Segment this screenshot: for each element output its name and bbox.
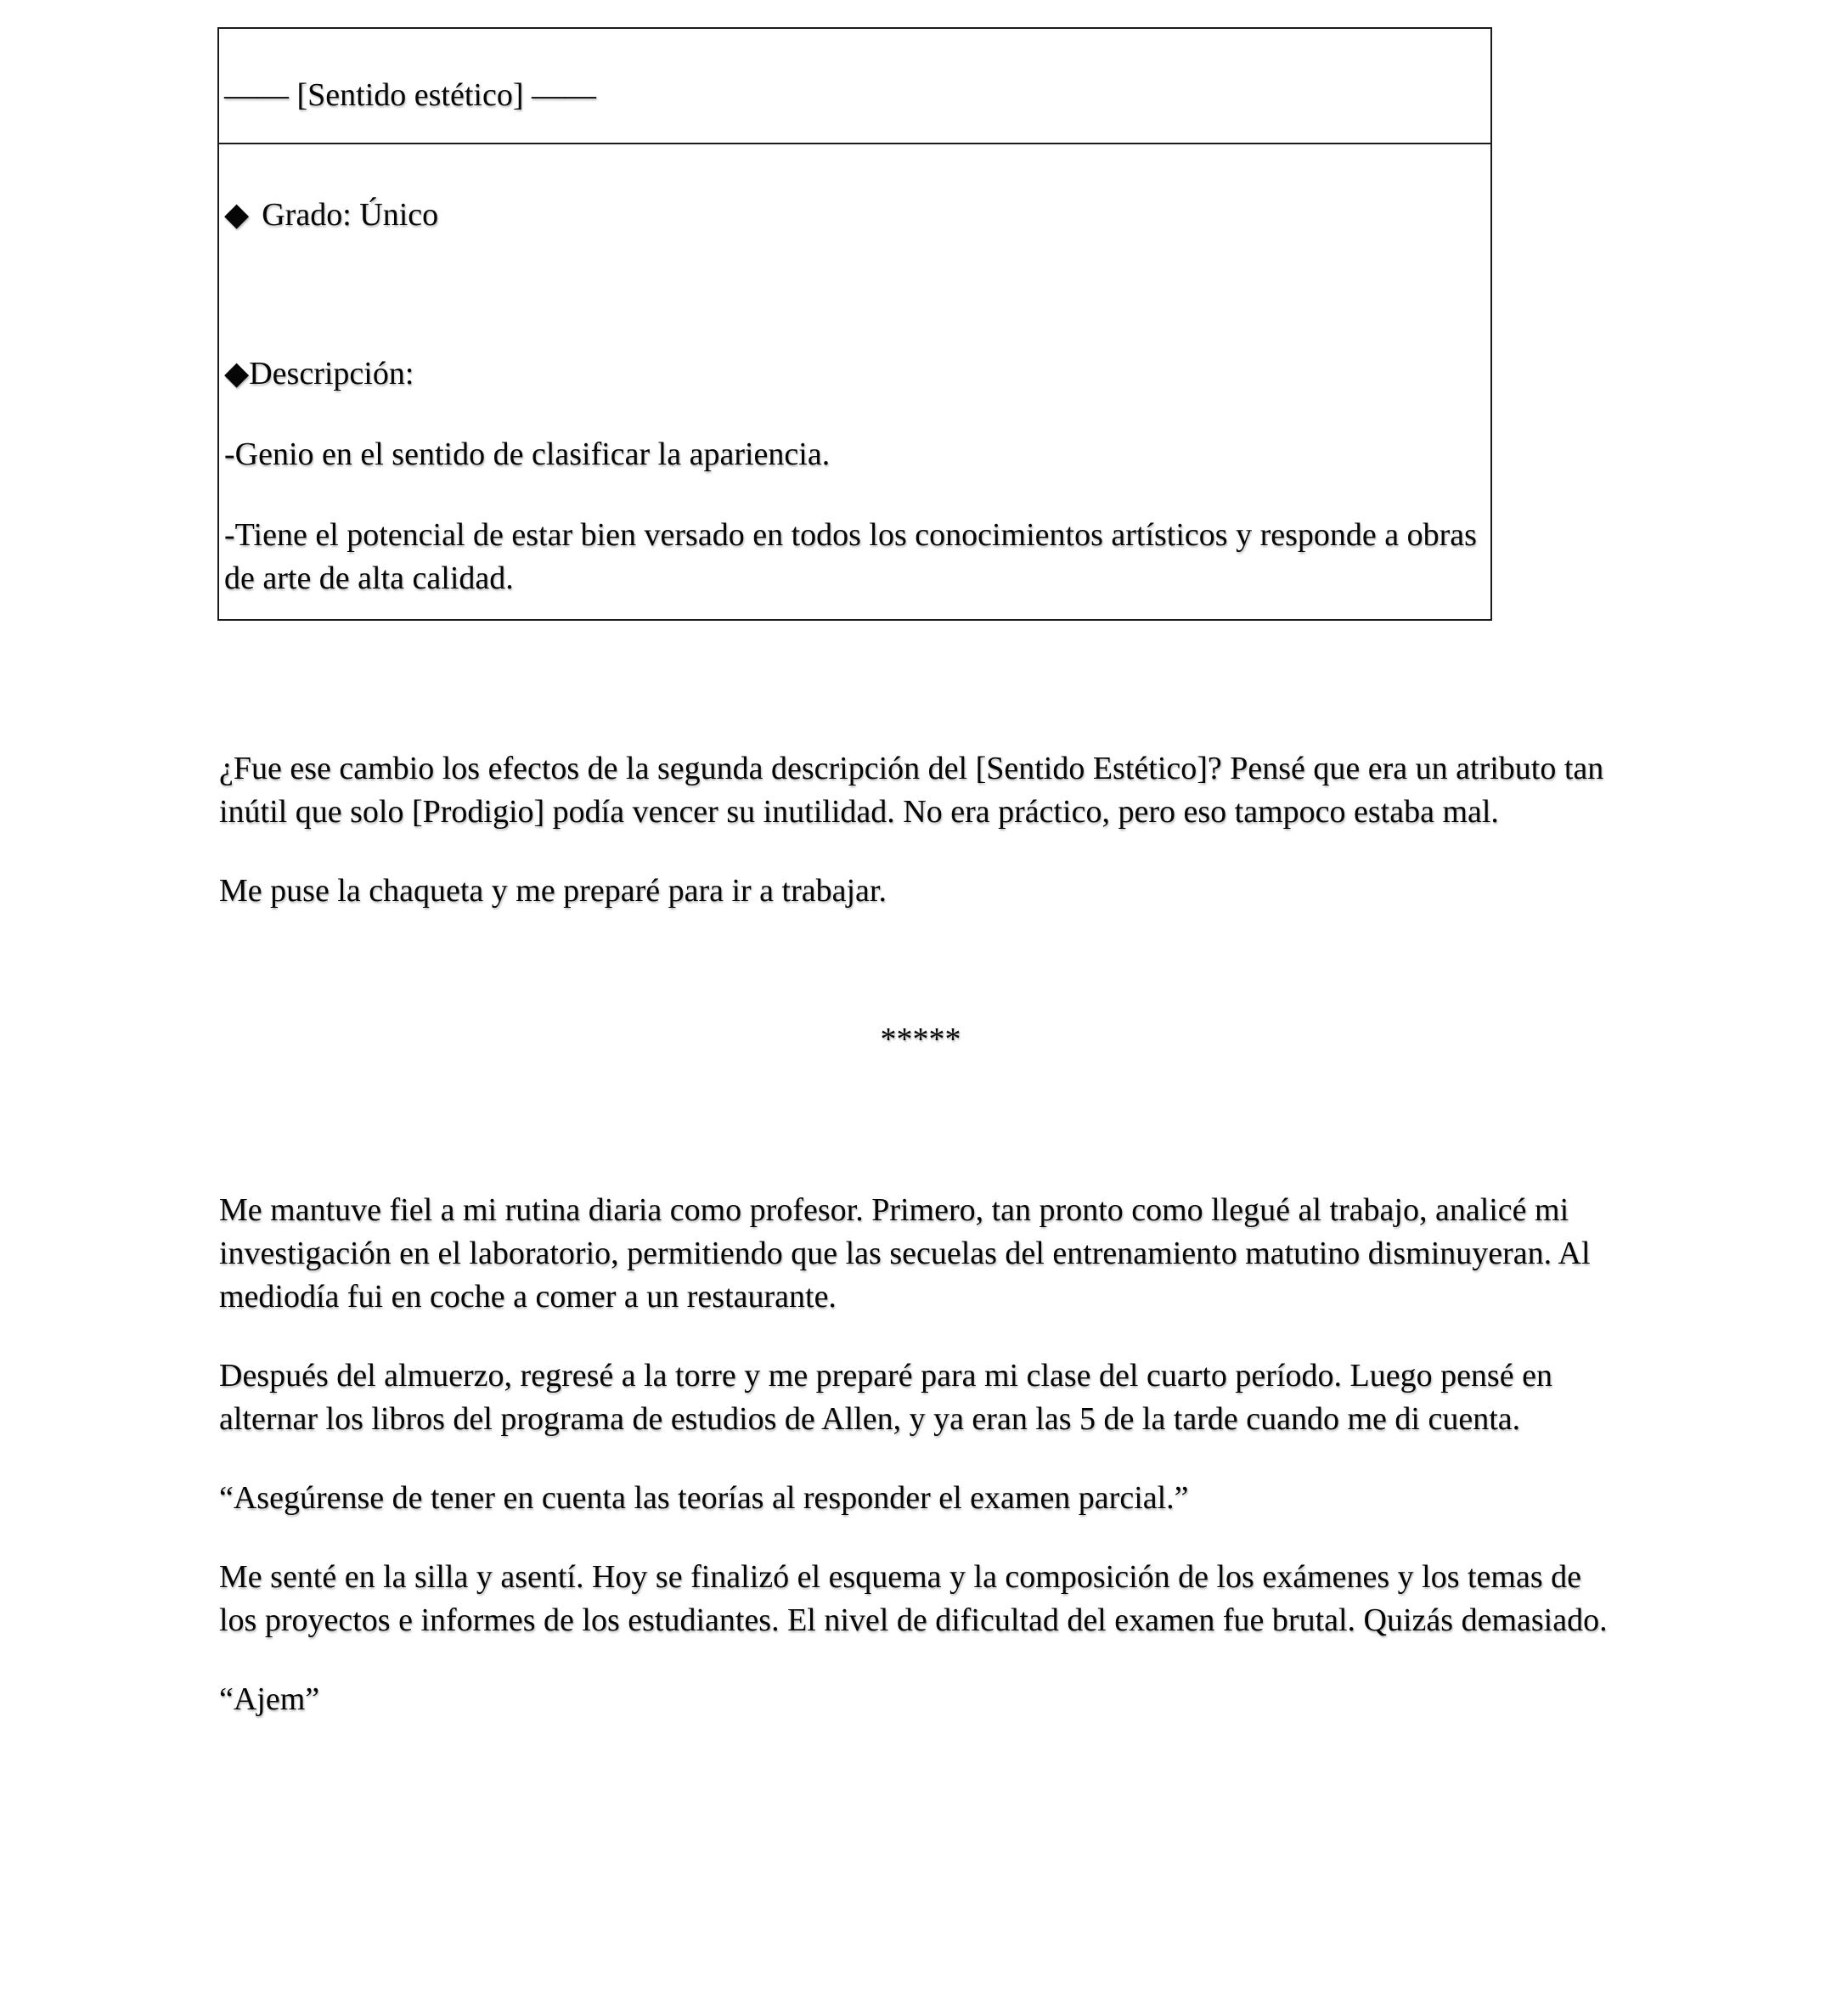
skill-description-item: -Tiene el potencial de estar bien versado en todos los conocimientos artísticos y responde a obras de arte de alta calidad. xyxy=(224,517,1477,596)
skill-status-window xyxy=(217,27,1492,621)
skill-grade-label: Grado: Único xyxy=(262,197,439,233)
skill-window-body xyxy=(219,144,1490,619)
skill-description-heading-label: Descripción: xyxy=(249,356,414,391)
story-paragraph: ¿Fue ese cambio los efectos de la segunda descripción del [Sentido Estético]? Pensé que era un atributo tan inútil que solo [Prodigio] podía vencer su inutilidad. No era práctico, pero eso tampoco estaba mal. xyxy=(219,751,1604,830)
diamond-icon: ◆ xyxy=(224,356,250,391)
story-paragraph: Me mantuve fiel a mi rutina diaria como profesor. Primero, tan pronto como llegué al trabajo, analicé mi investigación en el laboratorio, permitiendo que las secuelas del entrenamiento matutino disminuyeran. Al mediodía fui en coche a comer a un restaurante. xyxy=(219,1192,1591,1315)
skill-description-heading xyxy=(224,352,1482,396)
skill-window-title: —— [Sentido estético] —— xyxy=(224,77,596,113)
skill-description-item: -Genio en el sentido de clasificar la apariencia. xyxy=(224,436,831,472)
story-paragraph: Después del almuerzo, regresé a la torre y me preparé para mi clase del cuarto período. Luego pensé en alternar los libros del programa de estudios de Allen, y ya eran las 5 de la tarde cuando me di cuenta. xyxy=(219,1358,1552,1437)
story-paragraph-quote: “Ajem” xyxy=(219,1681,320,1717)
scene-separator: ***** xyxy=(880,1022,961,1057)
skill-window-header xyxy=(219,29,1490,144)
story-paragraph: Me senté en la silla y asentí. Hoy se finalizó el esquema y la composición de los exámenes y los temas de los proyectos e informes de los estudiantes. El nivel de dificultad del examen fue brutal. Quizás demasiado. xyxy=(219,1559,1608,1638)
skill-grade-line xyxy=(224,194,1482,237)
diamond-icon: ◆ xyxy=(224,197,250,233)
story-paragraph-quote: “Asegúrense de tener en cuenta las teorías al responder el examen parcial.” xyxy=(219,1480,1189,1516)
story-text-column xyxy=(219,747,1622,1721)
story-paragraph: Me puse la chaqueta y me preparé para ir a trabajar. xyxy=(219,873,887,909)
